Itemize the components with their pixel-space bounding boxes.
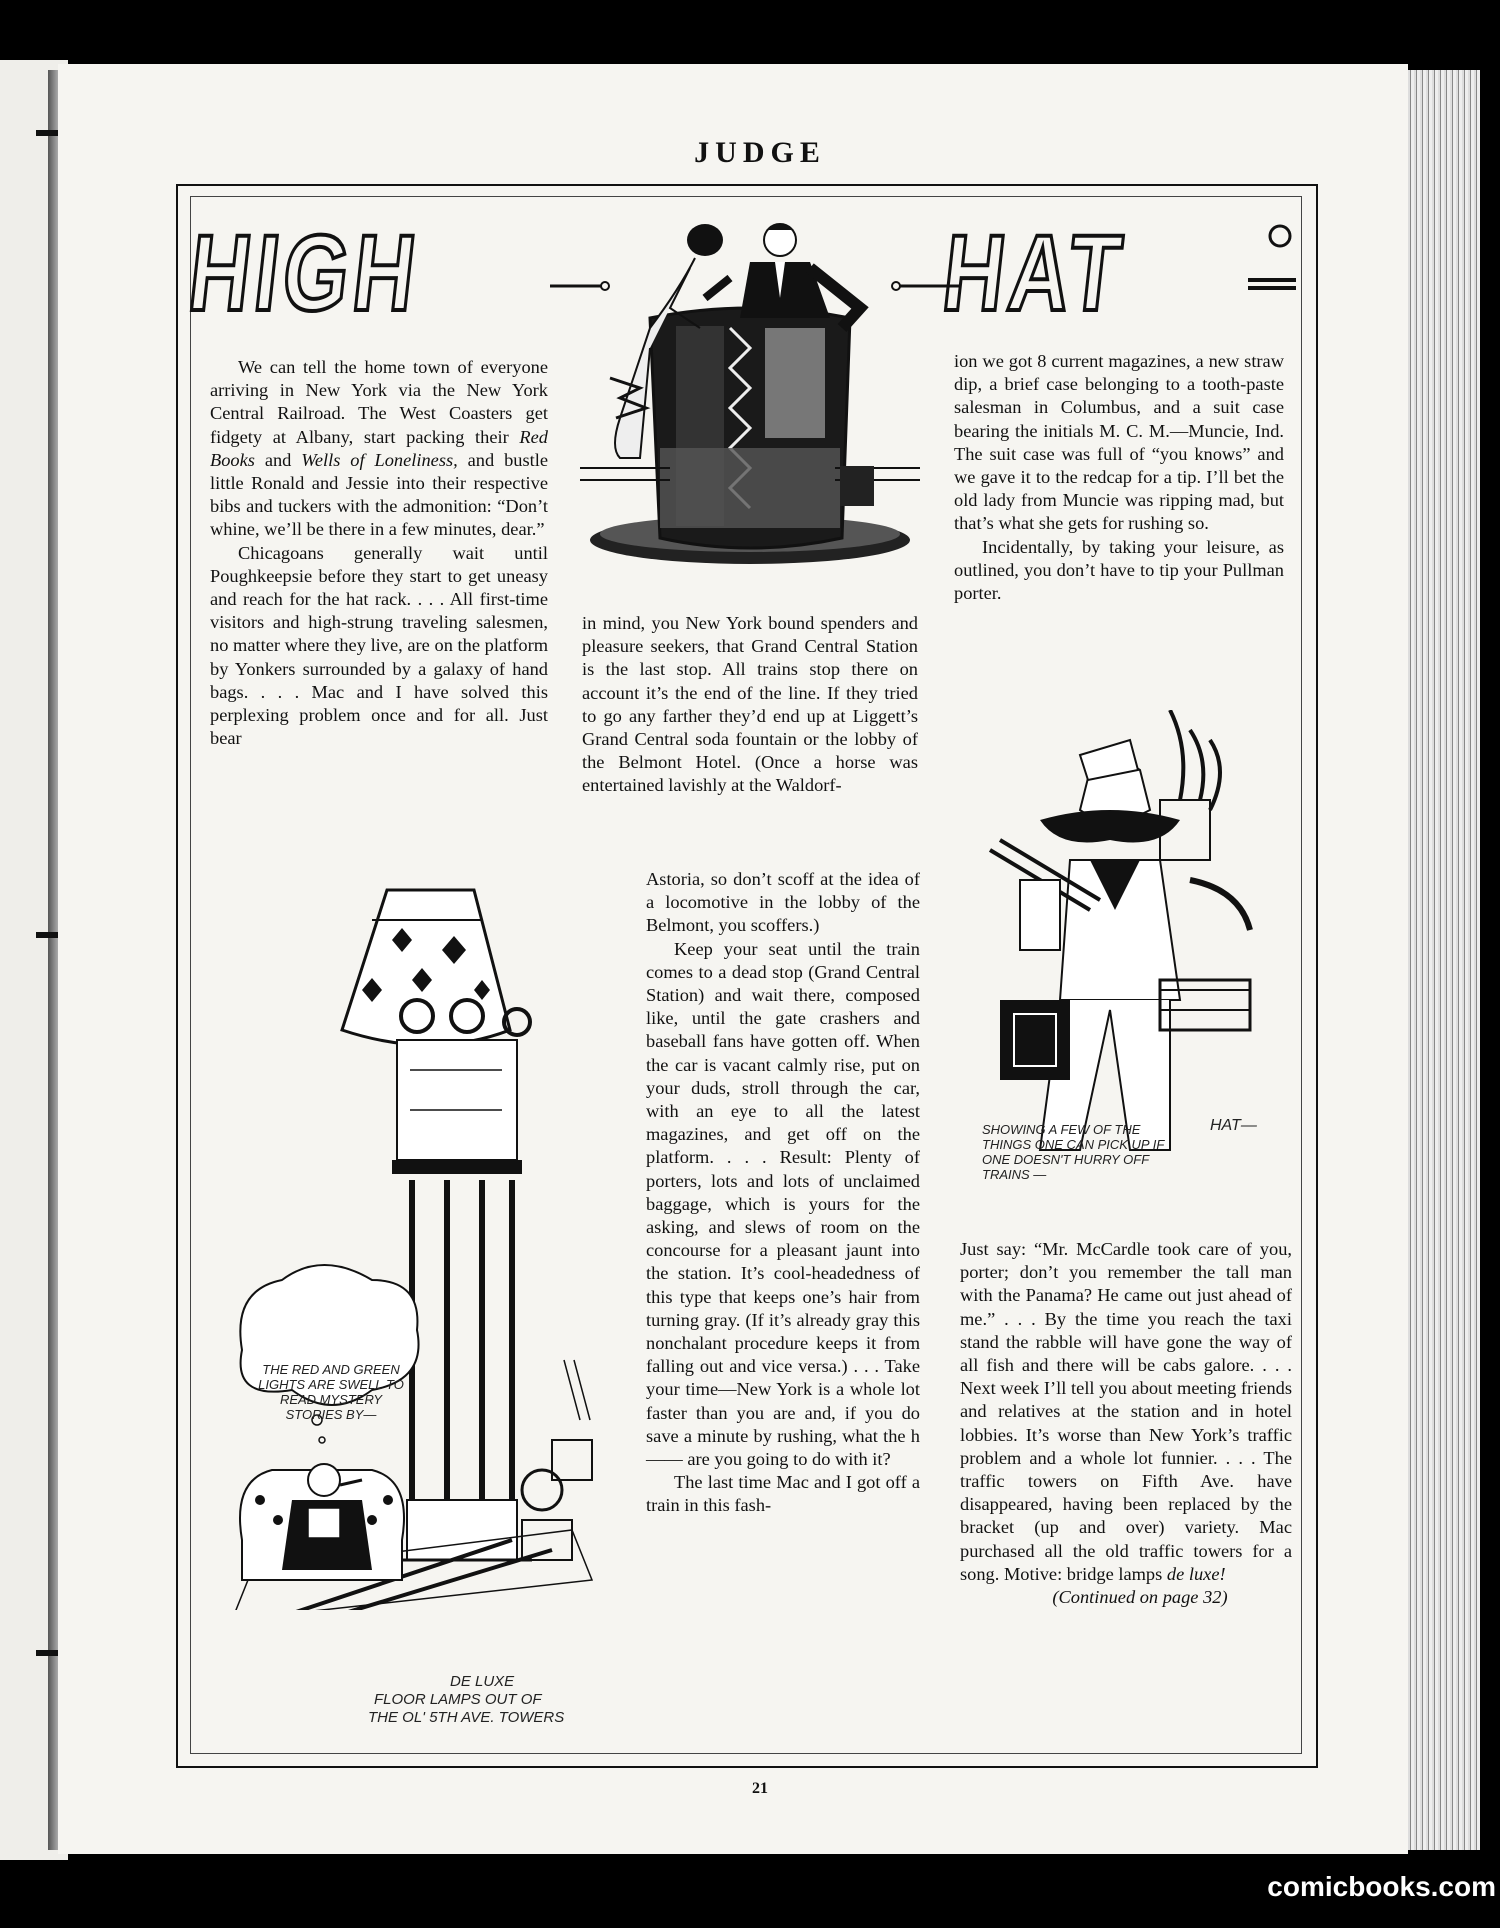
lamp-caption-line3: THE OL' 5TH AVE. TOWERS	[368, 1709, 565, 1726]
watermark: comicbooks.com	[1267, 1871, 1496, 1902]
article-column-2-top	[582, 612, 918, 798]
floor-lamp-illustration	[212, 880, 632, 1610]
paragraph: Astoria, so don’t scoff at the idea of a locomotive in the lobby of the Belmont, you scoffers.)	[646, 869, 920, 936]
lamp-caption-line1: DE LUXE	[450, 1673, 515, 1690]
title-high: HIGH	[183, 212, 426, 333]
binding-stitch	[36, 932, 58, 938]
page-edges	[1408, 70, 1480, 1850]
title-flourish-right	[1244, 222, 1304, 302]
paragraph: Keep your seat until the train comes to a dead stop (Grand Central Station) and wait there, composed like, until the gate crashers and baseball fans have gotten off. When the car is vacant calmly rise, put on your duds, stroll through the car, with an eye to all the latest magazines, and get off on the platform. . . . Result: Plenty of porters, lots and lots of unclaimed baggage, which is yours for the asking, and slews of room on the concourse for a pleasant jaunt into the station. It’s cool-headedness of this type that keeps one’s hair from turning gray. (If it’s already gray this nonchalant procedure keeps it from falling out and vice versa.) . . . Take your time—New York is a whole lot faster than you are and, if you do save a minute by rushing, what the h—— are you going to do with it?	[646, 938, 920, 1470]
continued-note: (Continued on page 32)	[1052, 1587, 1228, 1608]
paragraph: Incidentally, by taking your leisure, as outlined, you don’t have to tip your Pullman porter.	[954, 536, 1284, 604]
title-hat: HAT	[937, 212, 1132, 333]
article-column-3-top	[954, 350, 1284, 605]
luggage-man-illustration	[960, 710, 1300, 1180]
paragraph: Chicagoans generally wait until Poughkeepsie before they start to get uneasy and reach for the hat rack. . . . All first-time visitors and high-strung traveling salesmen, no matter where they live, are on the platform by Yonkers surrounded by a galaxy of hand bags. . . . Mac and I have solved this perplexing problem once and for all. Just bear	[210, 542, 548, 749]
lamp-speech-bubble-text: THE RED AND GREEN LIGHTS ARE SWELL TO READ MYSTERY STORIES BY—	[258, 1362, 404, 1422]
paragraph: We can tell the home town of everyone arriving in New York via the New York Central Railroad. The West Coasters get fidgety at Albany, start packing their Red Books and Wells of Loneliness, and bustle little Ronald and Jessie into their respective bibs and tuckers with the admonition: “Don’t whine, we’ll be there in a few minutes, dear.”	[210, 357, 548, 540]
luggage-signature: HAT—	[1210, 1117, 1257, 1134]
paragraph: Just say: “Mr. McCardle took care of you, porter; don’t you remember the tall man with the Panama? He came out just ahead of me.” . . . By the time you reach the taxi stand the rabble will have gone the way of all fish and there will be cabs galore. . . . Next week I’ll tell you about meeting friends and relatives at the station and in hotel lobbies. It’s worse than New York’s traffic problem and a whole lot funnier. . . . The traffic towers on Fifth Ave. have disappeared, having been replaced by the bracket (up and over) variety. Mac purchased all the old traffic towers for a song. Motive: bridge lamps de luxe!	[960, 1239, 1292, 1584]
article-column-1	[210, 356, 548, 750]
article-column-3-bottom	[960, 1238, 1292, 1609]
paragraph: ion we got 8 current magazines, a new straw dip, a brief case belonging to a tooth-paste salesman in Columbus, and a suit case bearing the initials M. C. M.—Muncie, Ind. The suit case was full of “you knows” and we gave it to the redcap for a tip. I’ll bet the old lady from Muncie was ripping mad, but that’s what she gets for rushing so.	[954, 351, 1284, 534]
article-column-2-narrow	[646, 868, 920, 1518]
paragraph: The last time Mac and I got off a train in this fash-	[646, 1472, 920, 1516]
magazine-name: JUDGE	[694, 136, 826, 169]
binding-stitch	[36, 1650, 58, 1656]
luggage-caption: SHOWING A FEW OF THE THINGS ONE CAN PICK UP IF ONE DOESN'T HURRY OFF TRAINS —	[982, 1122, 1165, 1182]
page-number: 21	[752, 1780, 768, 1797]
lamp-caption-line2: FLOOR LAMPS OUT OF	[374, 1691, 542, 1708]
top-hat-couple-illustration	[580, 218, 920, 578]
binding-stitch	[36, 130, 58, 136]
paragraph: in mind, you New York bound spenders and pleasure seekers, that Grand Central Station is the last stop. All trains stop there on account it’s the end of the line. If they tried to go any farther they’d end up at Liggett’s Grand Central soda fountain or the lobby of the Belmont Hotel. (Once a horse was entertained lavishly at the Waldorf-	[582, 613, 918, 796]
